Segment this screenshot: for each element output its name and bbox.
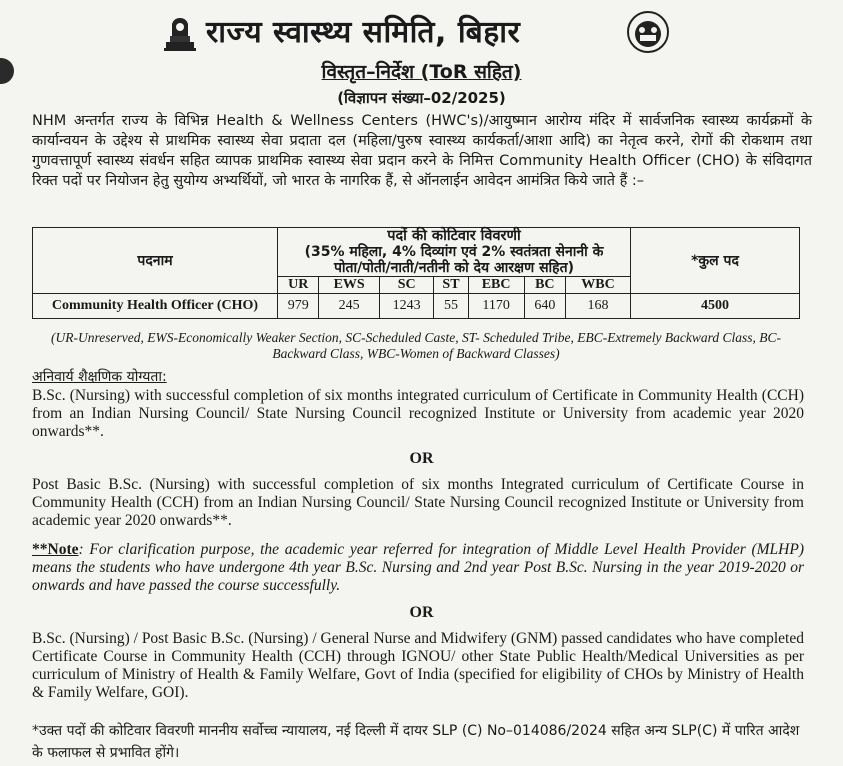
category-header: EWS — [319, 277, 379, 294]
total-posts-cell: 4500 — [631, 294, 800, 319]
vacancy-cell: 640 — [524, 294, 565, 319]
ashoka-emblem-icon — [160, 10, 200, 52]
qualification-option-2: Post Basic B.Sc. (Nursing) with successful completion of six months Integrated curriculum of Certificate Course in Community Health (CCH) from an Indian Nursing Council/ State Nursing Council recognized Institute or University from academic year 2020 onwards**. — [32, 476, 804, 529]
table-row — [33, 294, 800, 319]
qualification-option-1: B.Sc. (Nursing) with successful completion of six months integrated curriculum of Certificate in Community Health (CCH) from an Indian Nursing Council/ State Nursing Council recognized Institute or University from academic year 2020 onwards**. — [32, 387, 804, 440]
header-post-name: पदनाम — [33, 228, 278, 294]
vacancy-cell: 245 — [319, 294, 379, 319]
vacancy-cell: 979 — [278, 294, 319, 319]
vacancy-table — [32, 227, 800, 319]
vacancy-cell: 1170 — [468, 294, 524, 319]
category-header: BC — [524, 277, 565, 294]
note-label: **Note — [32, 541, 79, 558]
vacancy-cell: 55 — [434, 294, 468, 319]
clarification-note — [32, 541, 804, 595]
or-separator: OR — [409, 604, 434, 621]
org-title: राज्य स्वास्थ्य समिति, बिहार — [206, 15, 521, 50]
category-header: WBC — [566, 277, 631, 294]
qualification-option-3: B.Sc. (Nursing) / Post Basic B.Sc. (Nursing) / General Nurse and Midwifery (GNM) passed candidates who have completed Certificate Course in Community Health (CCH) through IGNOU/ other State Public Health/Medical Universities as per curriculum of Ministry of Health & Family Welfare, Govt of India (specified for eligibility of CHOs by Ministry of Health & Family Welfare, GOI). — [32, 630, 804, 701]
vacancy-cell: 1243 — [379, 294, 434, 319]
or-separator: OR — [409, 450, 434, 467]
letterhead — [160, 8, 680, 52]
qualification-heading: अनिवार्य शैक्षणिक योग्यता: — [32, 369, 167, 385]
note-text: : For clarification purpose, the academic year referred for integration of Middle Level Health Provider (MLHP) means the students who have undergone 4th year B.Sc. Nursing and 2nd year Post B.Sc. Nursing in the year 2019-2020 or onwards and have passed the course successfully. — [32, 541, 804, 594]
category-header: ST — [434, 277, 468, 294]
nhm-logo-icon — [622, 8, 674, 54]
advertisement-number: (विज्ञापन संख्या–02/2025) — [337, 89, 506, 107]
category-header: EBC — [468, 277, 524, 294]
category-header: UR — [278, 277, 319, 294]
category-legend: (UR-Unreserved, EWS-Economically Weaker Section, SC-Scheduled Caste, ST- Scheduled Tribe, EBC-Extremely Backward Class, BC-Backward Class, WBC-Women of Backward Classes) — [51, 330, 781, 361]
post-name-cell: Community Health Officer (CHO) — [33, 294, 278, 319]
document-subtitle: विस्तृत–निर्देश (ToR सहित) — [321, 61, 522, 83]
header-reservation: पदों की कोटिवार विवरणी (35% महिला, 4% दिव्यांग एवं 2% स्वतंत्रता सेनानी के पोता/पोती/नाती/नतीनी को देय आरक्षण सहित) — [278, 228, 631, 277]
category-header: SC — [379, 277, 434, 294]
footer-note: *उक्त पदों की कोटिवार विवरणी माननीय सर्वोच्च न्यायालय, नई दिल्ली में दायर SLP (C) No–014086/2024 सहित अन्य SLP(C) में पारित आदेश के फलाफल से प्रभावित होंगे। — [32, 723, 800, 761]
header-total-posts: *कुल पद — [631, 228, 800, 294]
intro-paragraph: NHM अन्तर्गत राज्य के विभिन्न Health & Wellness Centers (HWC's)/आयुष्मान आरोग्य मंदिर में सार्वजनिक स्वास्थ्य कार्यक्रमों के कार्यान्वयन के उद्देश्य से प्राथमिक स्वास्थ्य सेवा प्रदाता दल (महिला/पुरुष स्वास्थ्य कार्यकर्ता/आशा आदि) का नेतृत्व करने, रोगों की रोकथाम तथा गुणवत्तापूर्ण स्वास्थ्य संवर्धन सहित व्यापक प्राथमिक स्वास्थ्य सेवा प्रदान करने के निमित्त Community Health Officer (CHO) के संविदागत रिक्त पदों पर नियोजन हेतु सुयोग्य अभ्यर्थियों, जो भारत के नागरिक हैं, से ऑनलाईन आवेदन आमंत्रित किये जाते हैं :– — [32, 113, 812, 189]
vacancy-cell: 168 — [566, 294, 631, 319]
